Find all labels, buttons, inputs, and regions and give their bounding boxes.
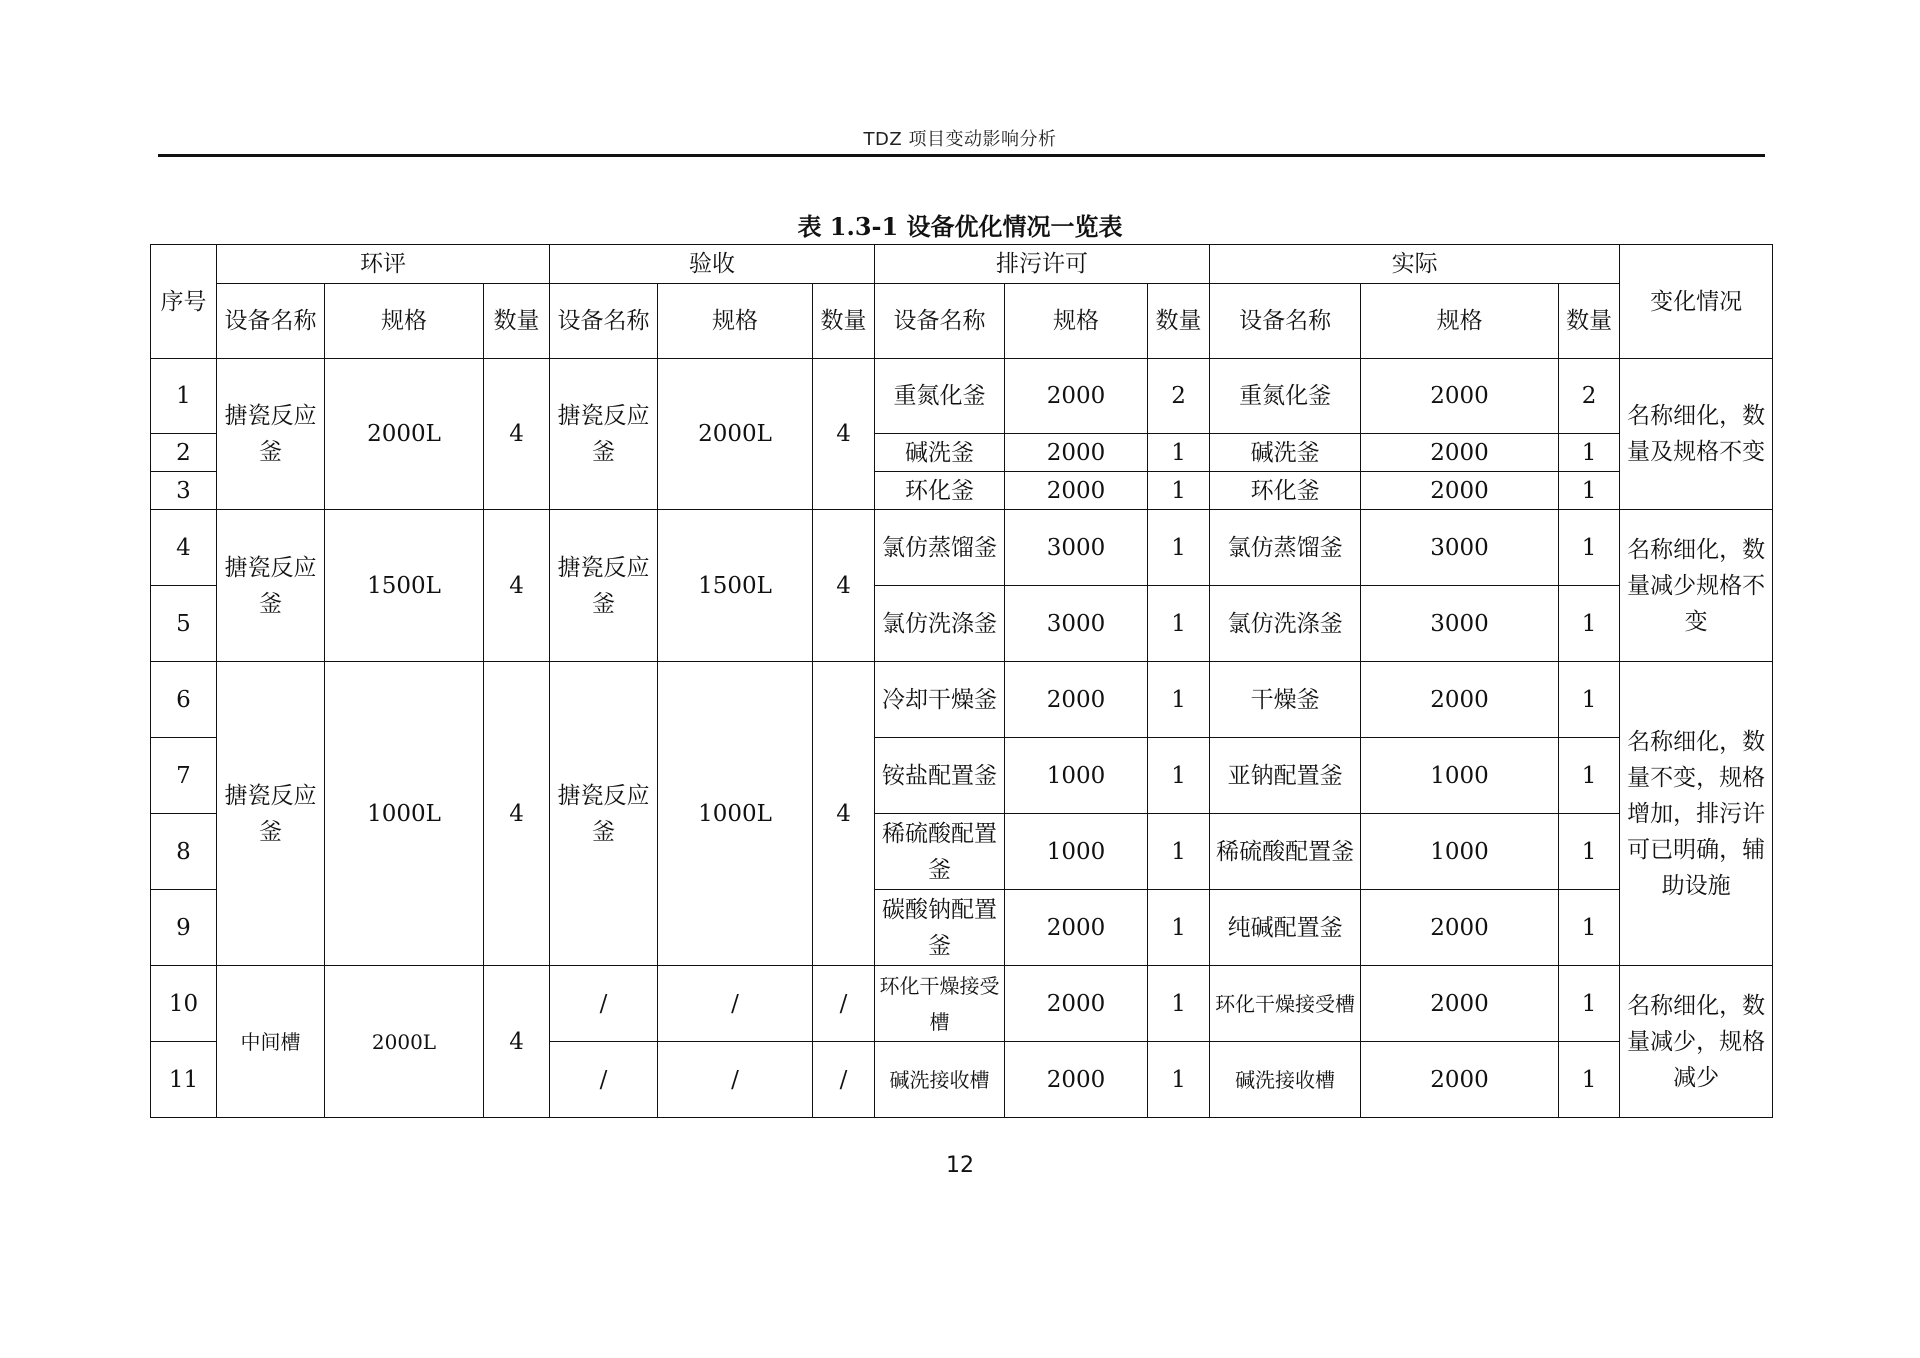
acc-name-cell: / xyxy=(550,966,658,1042)
actual-spec-cell: 2000 xyxy=(1361,434,1559,472)
acc-qty-cell: 4 xyxy=(813,662,875,966)
table-header-row-2 xyxy=(151,284,1773,359)
actual-qty-cell: 1 xyxy=(1559,586,1620,662)
acc-qty-cell: 4 xyxy=(813,359,875,510)
actual-spec-cell: 3000 xyxy=(1361,510,1559,586)
header-eia-spec: 规格 xyxy=(325,284,484,359)
actual-name-cell: 亚钠配置釜 xyxy=(1210,738,1361,814)
permit-spec-cell: 1000 xyxy=(1005,738,1148,814)
actual-spec-cell: 1000 xyxy=(1361,814,1559,890)
header-actual-spec: 规格 xyxy=(1361,284,1559,359)
header-acc-spec: 规格 xyxy=(658,284,813,359)
page-number: 12 xyxy=(946,1153,974,1178)
header-eia-name: 设备名称 xyxy=(217,284,325,359)
eia-name-cell: 搪瓷反应釜 xyxy=(217,510,325,662)
actual-name-cell: 碱洗接收槽 xyxy=(1210,1042,1361,1118)
actual-spec-cell: 1000 xyxy=(1361,738,1559,814)
acc-qty-cell: / xyxy=(813,966,875,1042)
permit-spec-cell: 3000 xyxy=(1005,510,1148,586)
table-title: 表 1.3-1 设备优化情况一览表 xyxy=(797,212,1123,241)
acc-spec-cell: 1000L xyxy=(658,662,813,966)
permit-name-cell: 环化干燥接受槽 xyxy=(875,966,1005,1042)
permit-name-cell: 重氮化釜 xyxy=(875,359,1005,434)
header-group-actual: 实际 xyxy=(1210,245,1620,284)
change-cell: 名称细化，数量及规格不变 xyxy=(1620,359,1773,510)
permit-name-cell: 碱洗釜 xyxy=(875,434,1005,472)
actual-qty-cell: 1 xyxy=(1559,814,1620,890)
header-acc-name: 设备名称 xyxy=(550,284,658,359)
row-number: 1 xyxy=(151,359,217,434)
acc-name-cell: / xyxy=(550,1042,658,1118)
actual-name-cell: 氯仿蒸馏釜 xyxy=(1210,510,1361,586)
actual-name-cell: 重氮化釜 xyxy=(1210,359,1361,434)
actual-name-cell: 环化釜 xyxy=(1210,472,1361,510)
header-acc-qty: 数量 xyxy=(813,284,875,359)
table-row xyxy=(151,510,1773,586)
row-number: 11 xyxy=(151,1042,217,1118)
actual-qty-cell: 1 xyxy=(1559,738,1620,814)
acc-name-cell: 搪瓷反应釜 xyxy=(550,359,658,510)
eia-name-cell: 搪瓷反应釜 xyxy=(217,359,325,510)
permit-qty-cell: 2 xyxy=(1148,359,1210,434)
permit-spec-cell: 1000 xyxy=(1005,814,1148,890)
permit-name-cell: 碱洗接收槽 xyxy=(875,1042,1005,1118)
equipment-table xyxy=(150,244,1773,1118)
permit-spec-cell: 2000 xyxy=(1005,966,1148,1042)
eia-qty-cell: 4 xyxy=(484,359,550,510)
permit-spec-cell: 2000 xyxy=(1005,434,1148,472)
permit-qty-cell: 1 xyxy=(1148,662,1210,738)
row-number: 8 xyxy=(151,814,217,890)
actual-spec-cell: 2000 xyxy=(1361,966,1559,1042)
row-number: 10 xyxy=(151,966,217,1042)
actual-qty-cell: 1 xyxy=(1559,510,1620,586)
permit-spec-cell: 2000 xyxy=(1005,662,1148,738)
header-eia-qty: 数量 xyxy=(484,284,550,359)
acc-spec-cell: / xyxy=(658,966,813,1042)
row-number: 3 xyxy=(151,472,217,510)
header-group-permit: 排污许可 xyxy=(875,245,1210,284)
header-change: 变化情况 xyxy=(1620,245,1773,359)
header-actual-qty: 数量 xyxy=(1559,284,1620,359)
actual-spec-cell: 2000 xyxy=(1361,1042,1559,1118)
actual-spec-cell: 2000 xyxy=(1361,662,1559,738)
permit-name-cell: 氯仿洗涤釜 xyxy=(875,586,1005,662)
actual-name-cell: 碱洗釜 xyxy=(1210,434,1361,472)
permit-qty-cell: 1 xyxy=(1148,472,1210,510)
permit-name-cell: 氯仿蒸馏釜 xyxy=(875,510,1005,586)
header-permit-qty: 数量 xyxy=(1148,284,1210,359)
acc-name-cell: 搪瓷反应釜 xyxy=(550,662,658,966)
header-permit-spec: 规格 xyxy=(1005,284,1148,359)
table-row xyxy=(151,662,1773,738)
permit-name-cell: 冷却干燥釜 xyxy=(875,662,1005,738)
eia-qty-cell: 4 xyxy=(484,510,550,662)
actual-name-cell: 稀硫酸配置釜 xyxy=(1210,814,1361,890)
permit-qty-cell: 1 xyxy=(1148,1042,1210,1118)
actual-spec-cell: 2000 xyxy=(1361,890,1559,966)
eia-qty-cell: 4 xyxy=(484,662,550,966)
table-row xyxy=(151,966,1773,1042)
permit-qty-cell: 1 xyxy=(1148,966,1210,1042)
acc-name-cell: 搪瓷反应釜 xyxy=(550,510,658,662)
actual-name-cell: 干燥釜 xyxy=(1210,662,1361,738)
row-number: 5 xyxy=(151,586,217,662)
row-number: 4 xyxy=(151,510,217,586)
eia-spec-cell: 1500L xyxy=(325,510,484,662)
permit-name-cell: 环化釜 xyxy=(875,472,1005,510)
permit-name-cell: 碳酸钠配置釜 xyxy=(875,890,1005,966)
table-row xyxy=(151,359,1773,434)
actual-name-cell: 纯碱配置釜 xyxy=(1210,890,1361,966)
header-seq: 序号 xyxy=(151,245,217,359)
permit-qty-cell: 1 xyxy=(1148,814,1210,890)
permit-name-cell: 稀硫酸配置釜 xyxy=(875,814,1005,890)
permit-qty-cell: 1 xyxy=(1148,434,1210,472)
acc-spec-cell: 1500L xyxy=(658,510,813,662)
row-number: 7 xyxy=(151,738,217,814)
actual-spec-cell: 2000 xyxy=(1361,359,1559,434)
acc-qty-cell: 4 xyxy=(813,510,875,662)
change-cell: 名称细化，数量减少规格不变 xyxy=(1620,510,1773,662)
permit-spec-cell: 2000 xyxy=(1005,359,1148,434)
eia-name-cell: 搪瓷反应釜 xyxy=(217,662,325,966)
running-header: TDZ 项目变动影响分析 xyxy=(863,129,1057,150)
actual-qty-cell: 1 xyxy=(1559,434,1620,472)
header-group-acceptance: 验收 xyxy=(550,245,875,284)
permit-spec-cell: 2000 xyxy=(1005,890,1148,966)
permit-qty-cell: 1 xyxy=(1148,738,1210,814)
permit-qty-cell: 1 xyxy=(1148,510,1210,586)
row-number: 2 xyxy=(151,434,217,472)
eia-spec-cell: 1000L xyxy=(325,662,484,966)
actual-spec-cell: 2000 xyxy=(1361,472,1559,510)
acc-spec-cell: / xyxy=(658,1042,813,1118)
actual-qty-cell: 2 xyxy=(1559,359,1620,434)
permit-qty-cell: 1 xyxy=(1148,586,1210,662)
table-header-row-1 xyxy=(151,245,1773,284)
permit-spec-cell: 2000 xyxy=(1005,1042,1148,1118)
actual-qty-cell: 1 xyxy=(1559,472,1620,510)
header-permit-name: 设备名称 xyxy=(875,284,1005,359)
header-actual-name: 设备名称 xyxy=(1210,284,1361,359)
row-number: 9 xyxy=(151,890,217,966)
actual-name-cell: 环化干燥接受槽 xyxy=(1210,966,1361,1042)
eia-spec-cell: 2000L xyxy=(325,966,484,1118)
eia-qty-cell: 4 xyxy=(484,966,550,1118)
actual-qty-cell: 1 xyxy=(1559,1042,1620,1118)
eia-name-cell: 中间槽 xyxy=(217,966,325,1118)
header-rule xyxy=(158,154,1765,157)
change-cell: 名称细化，数量减少，规格减少 xyxy=(1620,966,1773,1118)
actual-spec-cell: 3000 xyxy=(1361,586,1559,662)
actual-qty-cell: 1 xyxy=(1559,890,1620,966)
actual-name-cell: 氯仿洗涤釜 xyxy=(1210,586,1361,662)
permit-name-cell: 铵盐配置釜 xyxy=(875,738,1005,814)
actual-qty-cell: 1 xyxy=(1559,966,1620,1042)
acc-spec-cell: 2000L xyxy=(658,359,813,510)
eia-spec-cell: 2000L xyxy=(325,359,484,510)
change-cell: 名称细化，数量不变，规格增加，排污许可已明确，辅助设施 xyxy=(1620,662,1773,966)
permit-qty-cell: 1 xyxy=(1148,890,1210,966)
permit-spec-cell: 2000 xyxy=(1005,472,1148,510)
row-number: 6 xyxy=(151,662,217,738)
acc-qty-cell: / xyxy=(813,1042,875,1118)
permit-spec-cell: 3000 xyxy=(1005,586,1148,662)
actual-qty-cell: 1 xyxy=(1559,662,1620,738)
header-group-eia: 环评 xyxy=(217,245,550,284)
